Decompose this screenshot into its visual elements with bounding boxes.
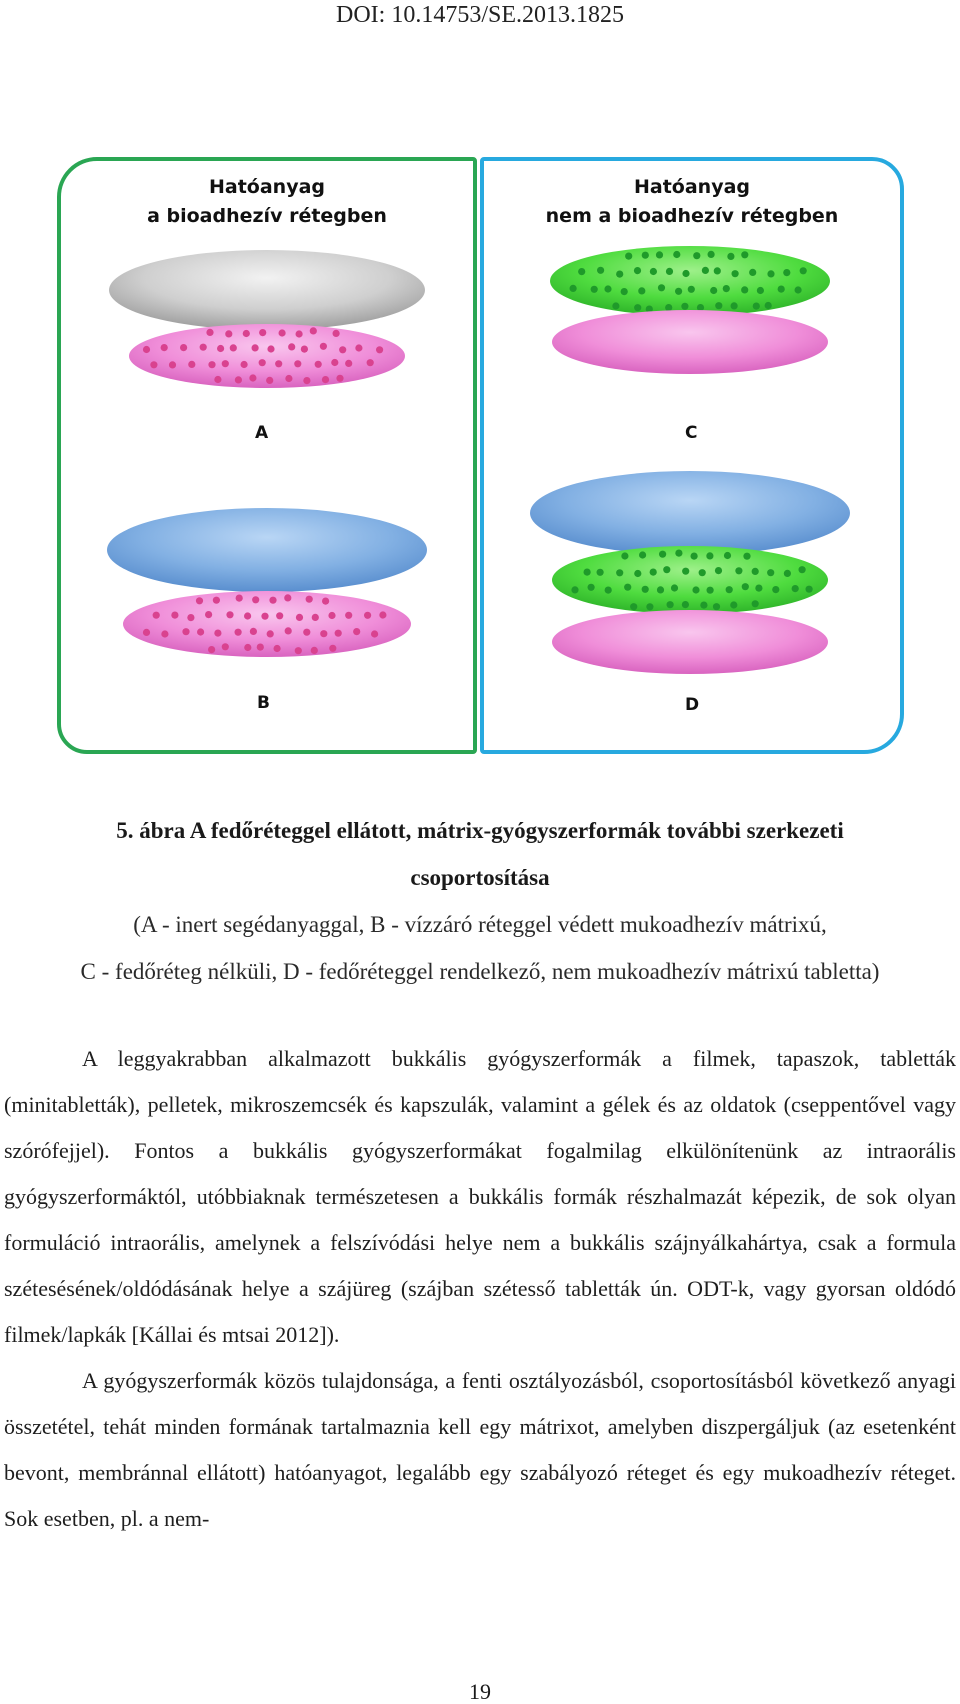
drug-particle-dot bbox=[259, 359, 266, 366]
drug-particle-dot bbox=[702, 267, 709, 274]
drug-particle-dot bbox=[296, 614, 303, 621]
right-panel-title-line1: Hatóanyag bbox=[633, 176, 750, 198]
drug-particle-dot bbox=[187, 614, 194, 621]
drug-particle-dot bbox=[379, 611, 386, 618]
drug-particle-dot bbox=[153, 612, 160, 619]
drug-particle-dot bbox=[772, 586, 779, 593]
body-paragraph-2: A gyógyszerformák közös tulajdonsága, a fenti osztályozásból, csoportosításból következő anyagi összetétel, tehát minden formának tartalmaznia kell egy mátrixot, amelyben diszpergáljuk (az esetenként bevont, membránnal ellátott) hatóanyagot, legalább egy szabályozó réteget és egy mukoadhezív réteget. Sok esetben, pl. a nem- bbox=[4, 1368, 956, 1531]
drug-particle-dot bbox=[205, 611, 212, 618]
drug-particle-dot bbox=[329, 645, 336, 652]
right-panel-title-line2: nem a bioadhezív rétegben bbox=[545, 205, 839, 227]
drug-particle-dot bbox=[578, 268, 585, 275]
drug-particle-dot bbox=[225, 330, 232, 337]
drug-particle-dot bbox=[767, 569, 774, 576]
drug-particle-dot bbox=[570, 285, 577, 292]
drug-particle-dot bbox=[784, 570, 791, 577]
drug-particle-dot bbox=[723, 285, 730, 292]
drug-particle-dot bbox=[243, 330, 250, 337]
drug-particle-dot bbox=[755, 585, 762, 592]
drug-particle-dot bbox=[656, 251, 663, 258]
drug-particle-dot bbox=[621, 288, 628, 295]
layer-b-blue-barrier bbox=[107, 508, 427, 592]
drug-particle-dot bbox=[208, 361, 215, 368]
drug-particle-dot bbox=[682, 568, 689, 575]
drug-particle-dot bbox=[311, 647, 318, 654]
drug-particle-dot bbox=[584, 569, 591, 576]
drug-particle-dot bbox=[303, 377, 310, 384]
drug-particle-dot bbox=[322, 598, 329, 605]
drug-particle-dot bbox=[691, 553, 698, 560]
drug-particle-dot bbox=[752, 568, 759, 575]
drug-particle-dot bbox=[320, 630, 327, 637]
layer-c-pink-mucoadhesive bbox=[552, 310, 828, 374]
drug-particle-dot bbox=[315, 361, 322, 368]
drug-particle-dot bbox=[230, 344, 237, 351]
drug-particle-dot bbox=[735, 567, 742, 574]
drug-particle-dot bbox=[692, 586, 699, 593]
drug-particle-dot bbox=[646, 603, 653, 610]
drug-particle-dot bbox=[333, 330, 340, 337]
drug-particle-dot bbox=[799, 566, 806, 573]
drug-particle-dot bbox=[688, 286, 695, 293]
drug-particle-dot bbox=[727, 253, 734, 260]
drug-particle-dot bbox=[616, 569, 623, 576]
drug-particle-dot bbox=[708, 251, 715, 258]
drug-particle-dot bbox=[235, 629, 242, 636]
drug-particle-dot bbox=[765, 302, 772, 309]
drug-particle-dot bbox=[713, 603, 720, 610]
drug-particle-dot bbox=[731, 302, 738, 309]
drug-particle-dot bbox=[693, 252, 700, 259]
drug-particle-dot bbox=[749, 269, 756, 276]
drug-particle-dot bbox=[222, 360, 229, 367]
drug-particle-dot bbox=[795, 286, 802, 293]
drug-particle-dot bbox=[783, 269, 790, 276]
drug-particle-dot bbox=[597, 569, 604, 576]
figure-caption-title-cont: csoportosítása bbox=[410, 865, 550, 890]
drug-particle-dot bbox=[591, 286, 598, 293]
drug-particle-dot bbox=[259, 329, 266, 336]
body-text bbox=[4, 1036, 956, 1542]
drug-particle-dot bbox=[630, 603, 637, 610]
drug-particle-dot bbox=[331, 359, 338, 366]
drug-particle-dot bbox=[638, 287, 645, 294]
drug-particle-dot bbox=[261, 613, 268, 620]
drug-particle-dot bbox=[673, 251, 680, 258]
drug-particle-dot bbox=[753, 303, 760, 310]
drug-particle-dot bbox=[742, 583, 749, 590]
drug-particle-dot bbox=[285, 375, 292, 382]
page-number: 19 bbox=[469, 1679, 491, 1704]
drug-particle-dot bbox=[249, 374, 256, 381]
label-a: A bbox=[255, 423, 269, 443]
drug-particle-dot bbox=[675, 550, 682, 557]
figure-caption-line4: C - fedőréteg nélküli, D - fedőréteggel rendelkező, nem mukoadhezív mátrixú tabletta) bbox=[80, 959, 880, 984]
drug-particle-dot bbox=[328, 612, 335, 619]
drug-particle-dot bbox=[200, 344, 207, 351]
drug-particle-dot bbox=[171, 612, 178, 619]
drug-particle-dot bbox=[625, 253, 632, 260]
drug-particle-dot bbox=[657, 586, 664, 593]
drug-particle-dot bbox=[767, 270, 774, 277]
drug-particle-dot bbox=[778, 286, 785, 293]
drug-particle-dot bbox=[681, 303, 688, 310]
drug-particle-dot bbox=[296, 330, 303, 337]
drug-particle-dot bbox=[284, 594, 291, 601]
drug-particle-dot bbox=[217, 345, 224, 352]
drug-particle-dot bbox=[275, 360, 282, 367]
drug-particle-dot bbox=[267, 345, 274, 352]
drug-particle-dot bbox=[706, 552, 713, 559]
drug-particle-dot bbox=[621, 552, 628, 559]
drug-particle-dot bbox=[276, 612, 283, 619]
drug-particle-dot bbox=[371, 630, 378, 637]
drug-particle-dot bbox=[634, 304, 641, 311]
drug-particle-dot bbox=[267, 630, 274, 637]
drug-particle-dot bbox=[322, 376, 329, 383]
drug-particle-dot bbox=[663, 566, 670, 573]
drug-particle-dot bbox=[741, 251, 748, 258]
drug-particle-dot bbox=[214, 630, 221, 637]
drug-particle-dot bbox=[367, 359, 374, 366]
drug-particle-dot bbox=[800, 267, 807, 274]
drug-particle-dot bbox=[143, 346, 150, 353]
drug-particle-dot bbox=[699, 569, 706, 576]
drug-particle-dot bbox=[675, 288, 682, 295]
drug-particle-dot bbox=[726, 586, 733, 593]
drug-particle-dot bbox=[714, 267, 721, 274]
drug-particle-dot bbox=[666, 268, 673, 275]
drug-particle-dot bbox=[303, 629, 310, 636]
drug-particle-dot bbox=[226, 611, 233, 618]
drug-particle-dot bbox=[285, 627, 292, 634]
drug-particle-dot bbox=[624, 584, 631, 591]
drug-particle-dot bbox=[682, 270, 689, 277]
drug-particle-dot bbox=[806, 586, 813, 593]
drug-particle-dot bbox=[320, 343, 327, 350]
drug-particle-dot bbox=[180, 344, 187, 351]
figure-caption-line3: (A - inert segédanyaggal, B - vízzáró réteggel védett mukoadhezív mátrixú, bbox=[133, 912, 827, 937]
drug-particle-dot bbox=[612, 302, 619, 309]
label-c: C bbox=[685, 423, 698, 443]
drug-particle-dot bbox=[241, 361, 248, 368]
drug-particle-dot bbox=[336, 375, 343, 382]
drug-particle-dot bbox=[671, 584, 678, 591]
tablet-layers-figure bbox=[0, 0, 960, 780]
drug-particle-dot bbox=[295, 647, 302, 654]
drug-particle-dot bbox=[682, 601, 689, 608]
drug-particle-dot bbox=[208, 646, 215, 653]
drug-particle-dot bbox=[634, 570, 641, 577]
drug-particle-dot bbox=[707, 587, 714, 594]
drug-particle-dot bbox=[757, 287, 764, 294]
drug-particle-dot bbox=[741, 286, 748, 293]
drug-particle-dot bbox=[214, 376, 221, 383]
left-panel-title-line2: a bioadhezív rétegben bbox=[147, 205, 387, 227]
drug-particle-dot bbox=[732, 270, 739, 277]
drug-particle-dot bbox=[161, 344, 168, 351]
drug-particle-dot bbox=[616, 271, 623, 278]
drug-particle-dot bbox=[355, 344, 362, 351]
layer-c-green-matrix bbox=[550, 246, 830, 316]
drug-particle-dot bbox=[642, 252, 649, 259]
drug-particle-dot bbox=[715, 302, 722, 309]
drug-particle-dot bbox=[715, 567, 722, 574]
drug-particle-dot bbox=[235, 376, 242, 383]
drug-particle-dot bbox=[312, 614, 319, 621]
drug-particle-dot bbox=[650, 268, 657, 275]
drug-particle-dot bbox=[213, 597, 220, 604]
drug-particle-dot bbox=[197, 628, 204, 635]
drug-particle-dot bbox=[639, 551, 646, 558]
figure-caption-title: 5. ábra A fedőréteggel ellátott, mátrix-gyógyszerformák további szerkezeti bbox=[116, 818, 844, 843]
drug-particle-dot bbox=[665, 304, 672, 311]
drug-particle-dot bbox=[658, 284, 665, 291]
drug-particle-dot bbox=[604, 285, 611, 292]
drug-particle-dot bbox=[571, 586, 578, 593]
drug-particle-dot bbox=[642, 586, 649, 593]
drug-particle-dot bbox=[288, 343, 295, 350]
drug-particle-dot bbox=[730, 601, 737, 608]
drug-particle-dot bbox=[222, 643, 229, 650]
drug-particle-dot bbox=[710, 287, 717, 294]
drug-particle-dot bbox=[353, 628, 360, 635]
drug-particle-dot bbox=[250, 628, 257, 635]
doi-header: DOI: 10.14753/SE.2013.1825 bbox=[336, 2, 624, 28]
drug-particle-dot bbox=[345, 612, 352, 619]
layer-b-pink-mucoadhesive bbox=[123, 591, 411, 657]
drug-particle-dot bbox=[301, 346, 308, 353]
drug-particle-dot bbox=[364, 612, 371, 619]
drug-particle-dot bbox=[634, 267, 641, 274]
drug-particle-dot bbox=[752, 600, 759, 607]
drug-particle-dot bbox=[236, 595, 243, 602]
body-paragraph-1: A leggyakrabban alkalmazott bukkális gyógyszerformák a filmek, tapaszok, tabletták (minitabletták), pelletek, mikroszemcsék és kapszulák, valamint a gélek és az oldatok (cseppentővel vagy szórófejjel). Fontos a bukkális gyógyszerformákat fogalmilag elkülönítenünk az intraorális gyógyszerformáktól, utóbbiaknak természetesen a bukkális formák részhalmazát képezik, de sok olyan formuláció intraorális, amelynek a felszívódási helye nem a bukkális szájnyálkahártya, csak a formula szétesésének/oldódásának helye a szájüreg (szájban szétesső tabletták ún. ODT-k, vagy gyorsan oldódó filmek/lapkák [Kállai és mtsai 2012]). bbox=[4, 1046, 956, 1347]
drug-particle-dot bbox=[306, 596, 313, 603]
layer-d-pink-mucoadhesive bbox=[552, 610, 828, 674]
label-d: D bbox=[685, 695, 700, 715]
drug-particle-dot bbox=[182, 628, 189, 635]
drug-particle-dot bbox=[310, 327, 317, 334]
drug-particle-dot bbox=[244, 644, 251, 651]
drug-particle-dot bbox=[257, 644, 264, 651]
drug-particle-dot bbox=[605, 587, 612, 594]
left-panel-title-line1: Hatóanyag bbox=[208, 176, 325, 198]
drug-particle-dot bbox=[650, 569, 657, 576]
drug-particle-dot bbox=[169, 361, 176, 368]
drug-particle-dot bbox=[150, 361, 157, 368]
drug-particle-dot bbox=[274, 645, 281, 652]
drug-particle-dot bbox=[792, 585, 799, 592]
drug-particle-dot bbox=[188, 361, 195, 368]
drug-particle-dot bbox=[588, 584, 595, 591]
drug-particle-dot bbox=[700, 602, 707, 609]
drug-particle-dot bbox=[244, 612, 251, 619]
drug-particle-dot bbox=[252, 596, 259, 603]
drug-particle-dot bbox=[266, 377, 273, 384]
drug-particle-dot bbox=[335, 630, 342, 637]
drug-particle-dot bbox=[279, 329, 286, 336]
drug-particle-dot bbox=[667, 601, 674, 608]
drug-particle-dot bbox=[252, 344, 259, 351]
layer-d-blue-cover bbox=[530, 471, 850, 555]
drug-particle-dot bbox=[206, 329, 213, 336]
drug-particle-dot bbox=[597, 267, 604, 274]
drug-particle-dot bbox=[724, 552, 731, 559]
drug-particle-dot bbox=[659, 551, 666, 558]
layer-a-inert-grey bbox=[109, 250, 425, 330]
drug-particle-dot bbox=[743, 553, 750, 560]
label-b: B bbox=[257, 693, 270, 713]
drug-particle-dot bbox=[376, 346, 383, 353]
drug-particle-dot bbox=[143, 629, 150, 636]
drug-particle-dot bbox=[161, 630, 168, 637]
drug-particle-dot bbox=[345, 360, 352, 367]
drug-particle-dot bbox=[294, 360, 301, 367]
drug-particle-dot bbox=[196, 597, 203, 604]
drug-particle-dot bbox=[269, 597, 276, 604]
drug-particle-dot bbox=[339, 346, 346, 353]
layer-d-green-matrix bbox=[552, 546, 828, 614]
